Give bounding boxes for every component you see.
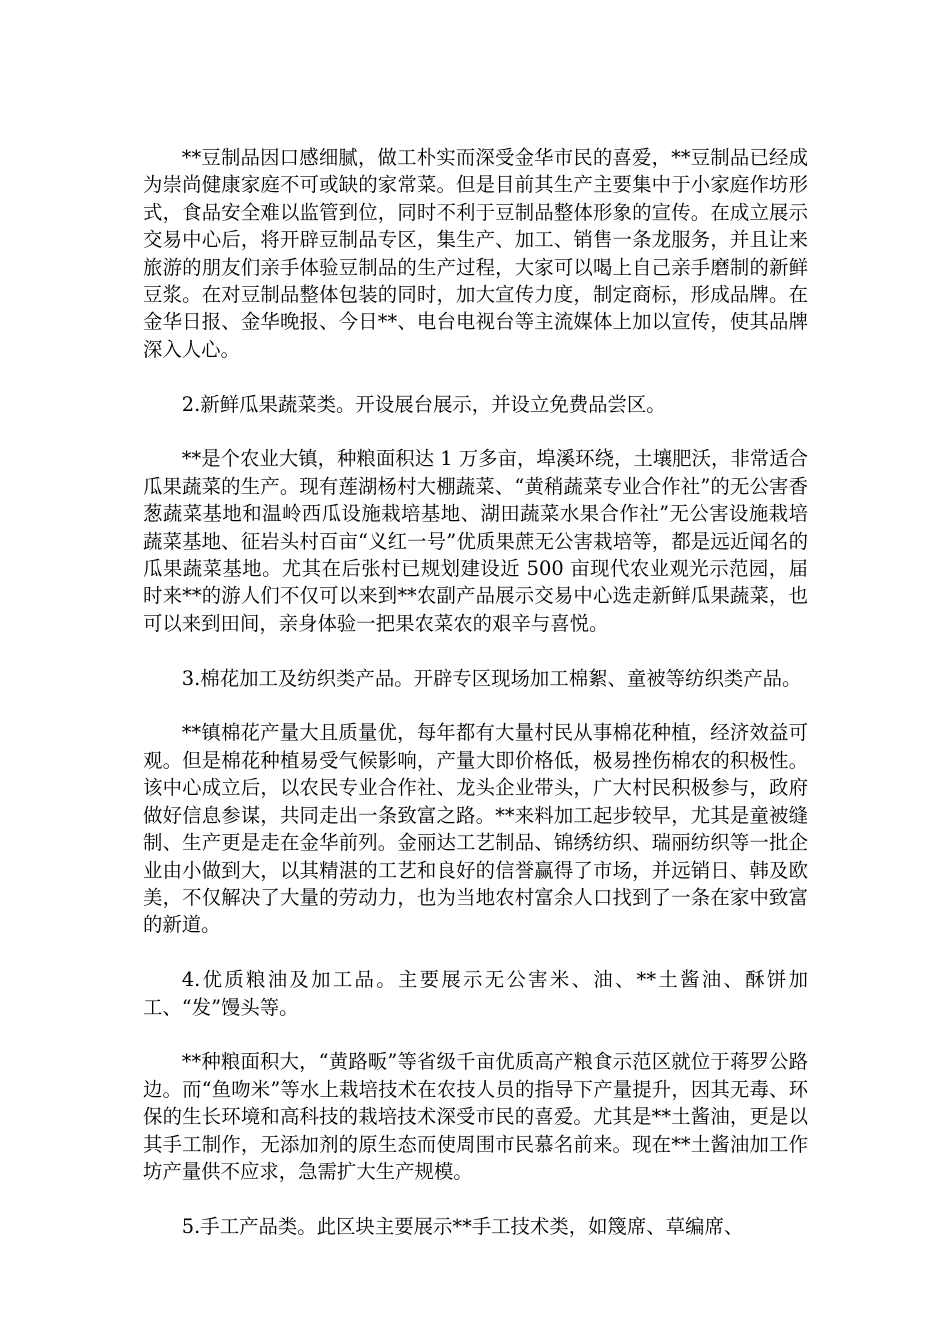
- heading-handicrafts: 5.手工产品类。此区块主要展示**手工技术类，如篾席、草编席、: [181, 1214, 744, 1238]
- heading-cotton-textiles: 3.棉花加工及纺织类产品。开辟专区现场加工棉絮、童被等纺织类产品。: [181, 666, 802, 690]
- paragraph-soy-products: **豆制品因口感细腻，做工朴实而深受金华市民的喜爱，**豆制品已经成为崇尚健康家庭不可或缺的家常菜。但是目前其生产主要集中于小家庭作坊形式，食品安全难以监管到位，同时不利于豆制品整体形象的宣传。在成立展示交易中心后，将开辟豆制品专区，集生产、加工、销售一条龙服务，并且让来旅游的朋友们亲手体验豆制品的生产过程，大家可以喝上自己亲手磨制的新鲜豆浆。在对豆制品整体包装的同时，加大宣传力度，制定商标，形成品牌。在金华日报、金华晚报、今日**、电台电视台等主流媒体上加以宣传，使其品牌深入人心。: [143, 146, 808, 361]
- paragraph-grain-oil: **种粮面积大，“黄路畈”等省级千亩优质高产粮食示范区就位于蒋罗公路边。而“鱼吻米”等水上栽培技术在农技人员的指导下产量提升，因其无毒、环保的生长环境和高科技的栽培技术深受市民的喜爱。尤其是**土酱油，更是以其手工制作，无添加剂的原生态而使周围市民慕名前来。现在**土酱油加工作坊产量供不应求，急需扩大生产规模。: [143, 1050, 808, 1183]
- paragraph-cotton-textiles: **镇棉花产量大且质量优，每年都有大量村民从事棉花种植，经济效益可观。但是棉花种植易受气候影响，产量大即价格低，极易挫伤棉农的积极性。该中心成立后，以农民专业合作社、龙头企业带头，广大村民积极参与，政府做好信息参谋，共同走出一条致富之路。**来料加工起步较早，尤其是童被缝制、生产更是走在金华前列。金丽达工艺制品、锦绣纺织、瑞丽纺织等一批企业由小做到大，以其精湛的工艺和良好的信誉赢得了市场，并远销日、韩及欧美，不仅解决了大量的劳动力，也为当地农村富余人口找到了一条在家中致富的新道。: [143, 721, 808, 937]
- paragraph-fresh-produce: **是个农业大镇，种粮面积达 1 万多亩，埠溪环绕，土壤肥沃，非常适合瓜果蔬菜的生产。现有莲湖杨村大棚蔬菜、“黄稍蔬菜专业合作社”的无公害香葱蔬菜基地和温岭西瓜设施栽培基地、湖田蔬菜水果合作社”无公害设施栽培蔬菜基地、征岩头村百亩“义红一号”优质果蔗无公害栽培等，都是远近闻名的瓜果蔬菜基地。尤其在后张村已规划建设近 500 亩现代农业观光示范园，届时来**的游人们不仅可以来到**农副产品展示交易中心选走新鲜瓜果蔬菜，也可以来到田间，亲身体验一把果农菜农的艰辛与喜悦。: [143, 447, 808, 635]
- document-page: [143, 144, 808, 1240]
- heading-fresh-produce: 2.新鲜瓜果蔬菜类。开设展台展示，并设立免费品尝区。: [181, 392, 666, 416]
- heading-grain-oil: 4.优质粮油及加工品。主要展示无公害米、油、**土酱油、酥饼加工、“发”馒头等。: [143, 968, 808, 1019]
